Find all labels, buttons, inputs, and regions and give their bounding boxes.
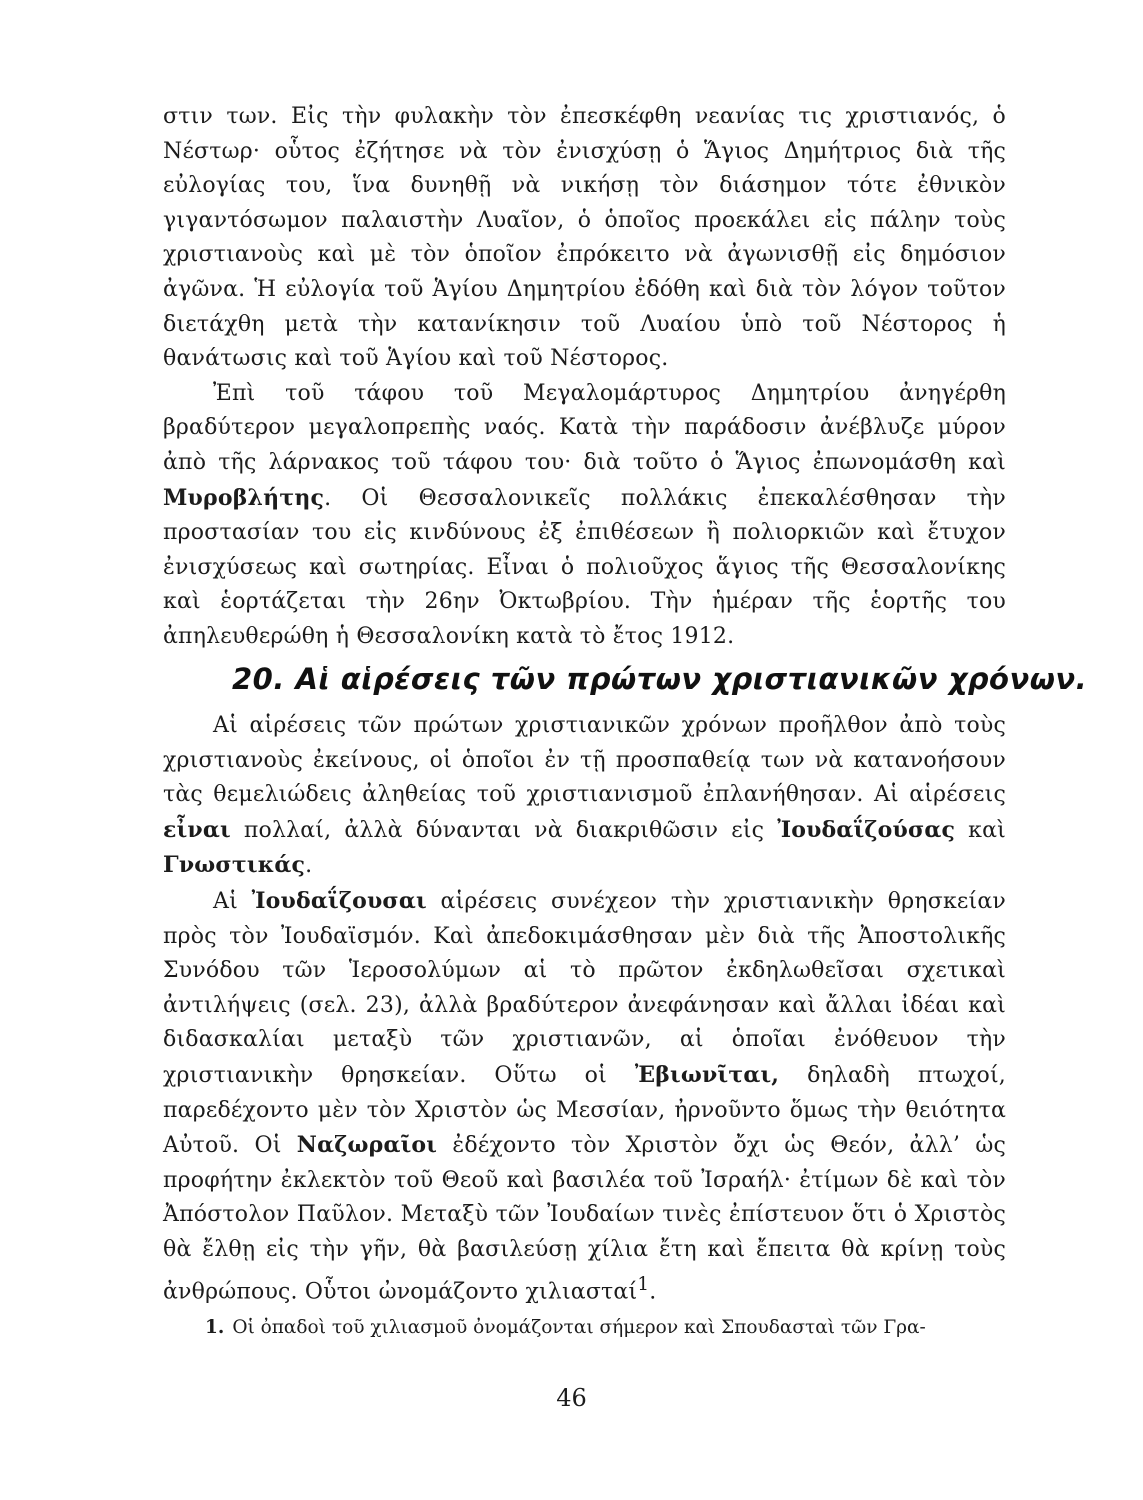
section-heading: 20. Αἱ αἱρέσεις τῶν πρώτων χριστιανικῶν χρόνων.	[232, 662, 1088, 696]
paragraph-2: Ἐπὶ τοῦ τάφου τοῦ Μεγαλομάρτυρος Δημητρίου ἀνηγέρθη βραδύτερον μεγαλοπρεπὴς ναός. Κατὰ τὴν παράδοσιν ἀνέβλυζε μύρον ἀπὸ τῆς λάρνακος τοῦ τάφου του· διὰ τοῦτο ὁ Ἅγιος ἐπωνομάσθη καὶ Μυροβλήτης. Οἱ Θεσσαλονικεῖς πολλάκις ἐπεκαλέσθησαν τὴν προστασίαν του εἰς κινδύνους ἐξ ἐπιθέσεων ἢ πολιορκιῶν καὶ ἔτυχον ἐνισχύσεως καὶ σωτηρίας. Εἶναι ὁ πολιοῦχος ἅγιος τῆς Θεσσαλονίκης καὶ ἑορτάζεται τὴν 26ην Ὀκτωβρίου. Τὴν ἡμέραν τῆς ἑορτῆς του ἀπηλευθερώθη ἡ Θεσσαλονίκη κατὰ τὸ ἔτος 1912.	[163, 380, 1006, 649]
bold-term: Ναζωραῖοι	[296, 1132, 438, 1159]
bold-term: εἶναι	[163, 816, 231, 843]
bold-term: Ἐβιωνῖται,	[634, 1061, 780, 1088]
paragraph-1: στιν των. Εἰς τὴν φυλακὴν τὸν ἐπεσκέφθη νεανίας τις χριστιανός, ὁ Νέστωρ· οὗτος ἐζήτησε νὰ τὸν ἐνισχύσῃ ὁ Ἅγιος Δημήτριος διὰ τῆς εὐλογίας του, ἵνα δυνηθῇ νὰ νικήσῃ τὸν διάσημον τότε ἐθνικὸν γιγαντόσωμον παλαιστὴν Λυαῖον, ὁ ὁποῖος προεκάλει εἰς πάλην τοὺς χριστιανοὺς καὶ μὲ τὸν ὁποῖον ἐπρόκειτο νὰ ἀγωνισθῇ εἰς δημόσιον ἀγῶνα. Ἡ εὐλογία τοῦ Ἁγίου Δημητρίου ἐδόθη καὶ διὰ τὸν λόγον τοῦτον διετάχθη μετὰ τὴν κατανίκησιν τοῦ Λυαίου ὑπὸ τοῦ Νέστορος ἡ θανάτωσις καὶ τοῦ Ἁγίου καὶ τοῦ Νέστορος.	[163, 104, 1006, 372]
paragraph-3: Αἱ αἱρέσεις τῶν πρώτων χριστιανικῶν χρόνων προῆλθον ἀπὸ τοὺς χριστιανοὺς ἐκείνους, οἱ ὁποῖοι ἐν τῇ προσπαθείᾳ των νὰ κατανοήσουν τὰς θεμελιώδεις ἀληθείας τοῦ χριστιανισμοῦ ἐπλανήθησαν. Αἱ αἱρέσεις εἶναι πολλαί, ἀλλὰ δύνανται νὰ διακριθῶσιν εἰς Ἰουδαΐζούσας καὶ Γνωστικάς.	[163, 713, 1006, 879]
bold-term: Γνωστικάς	[163, 852, 306, 879]
footnote	[205, 1314, 1005, 1342]
page-number: 46	[556, 1384, 587, 1412]
footnote-marker: 1	[637, 1273, 650, 1295]
text-block-bottom	[163, 709, 1006, 1309]
bold-term: Ἰουδαΐζουσαι	[251, 887, 427, 914]
paragraph-4: Αἱ Ἰουδαΐζουσαι αἱρέσεις συνέχεον τὴν χριστιανικὴν θρησκείαν πρὸς τὸν Ἰουδαϊσμόν. Καὶ ἀπεδοκιμάσθησαν μὲν διὰ τῆς Ἀποστολικῆς Συνόδου τῶν Ἱεροσολύμων αἱ τὸ πρῶτον ἐκδηλωθεῖσαι σχετικαὶ ἀντιλήψεις (σελ. 23), ἀλλὰ βραδύτερον ἀνεφάνησαν καὶ ἄλλαι ἰδέαι καὶ διδασκαλίαι μεταξὺ τῶν χριστιανῶν, αἱ ὁποῖαι ἐνόθευον τὴν χριστιανικὴν θρησκείαν. Οὕτω οἱ Ἐβιωνῖται, δηλαδὴ πτωχοί, παρεδέχοντο μὲν τὸν Χριστὸν ὡς Μεσσίαν, ἠρνοῦντο ὅμως τὴν θειότητα Αὐτοῦ. Οἱ Ναζωραῖοι ἐδέχοντο τὸν Χριστὸν ὄχι ὡς Θεόν, ἀλλ’ ὡς προφήτην ἐκλεκτὸν τοῦ Θεοῦ καὶ βασιλέα τοῦ Ἰσραήλ· ἐτίμων δὲ καὶ τὸν Ἀπόστολον Παῦλον. Μεταξὺ τῶν Ἰουδαίων τινὲς ἐπίστευον ὅτι ὁ Χριστὸς θὰ ἔλθῃ εἰς τὴν γῆν, θὰ βασιλεύσῃ χίλια ἔτη καὶ ἔπειτα θὰ κρίνῃ τοὺς ἀνθρώπους. Οὗτοι ὠνομάζοντο χιλιασταί$^1$.	[163, 887, 1006, 1304]
text-block-top	[163, 100, 1006, 655]
bold-term: Ἰουδαΐζούσας	[777, 816, 956, 843]
footnote-text: Οἱ ὀπαδοὶ τοῦ χιλιασμοῦ ὀνομάζονται σήμερον καὶ Σπουδασταὶ τῶν Γρα-	[232, 1317, 926, 1338]
bold-term: Μυροβλήτης	[163, 484, 325, 511]
footnote-number: 1.	[205, 1317, 225, 1338]
